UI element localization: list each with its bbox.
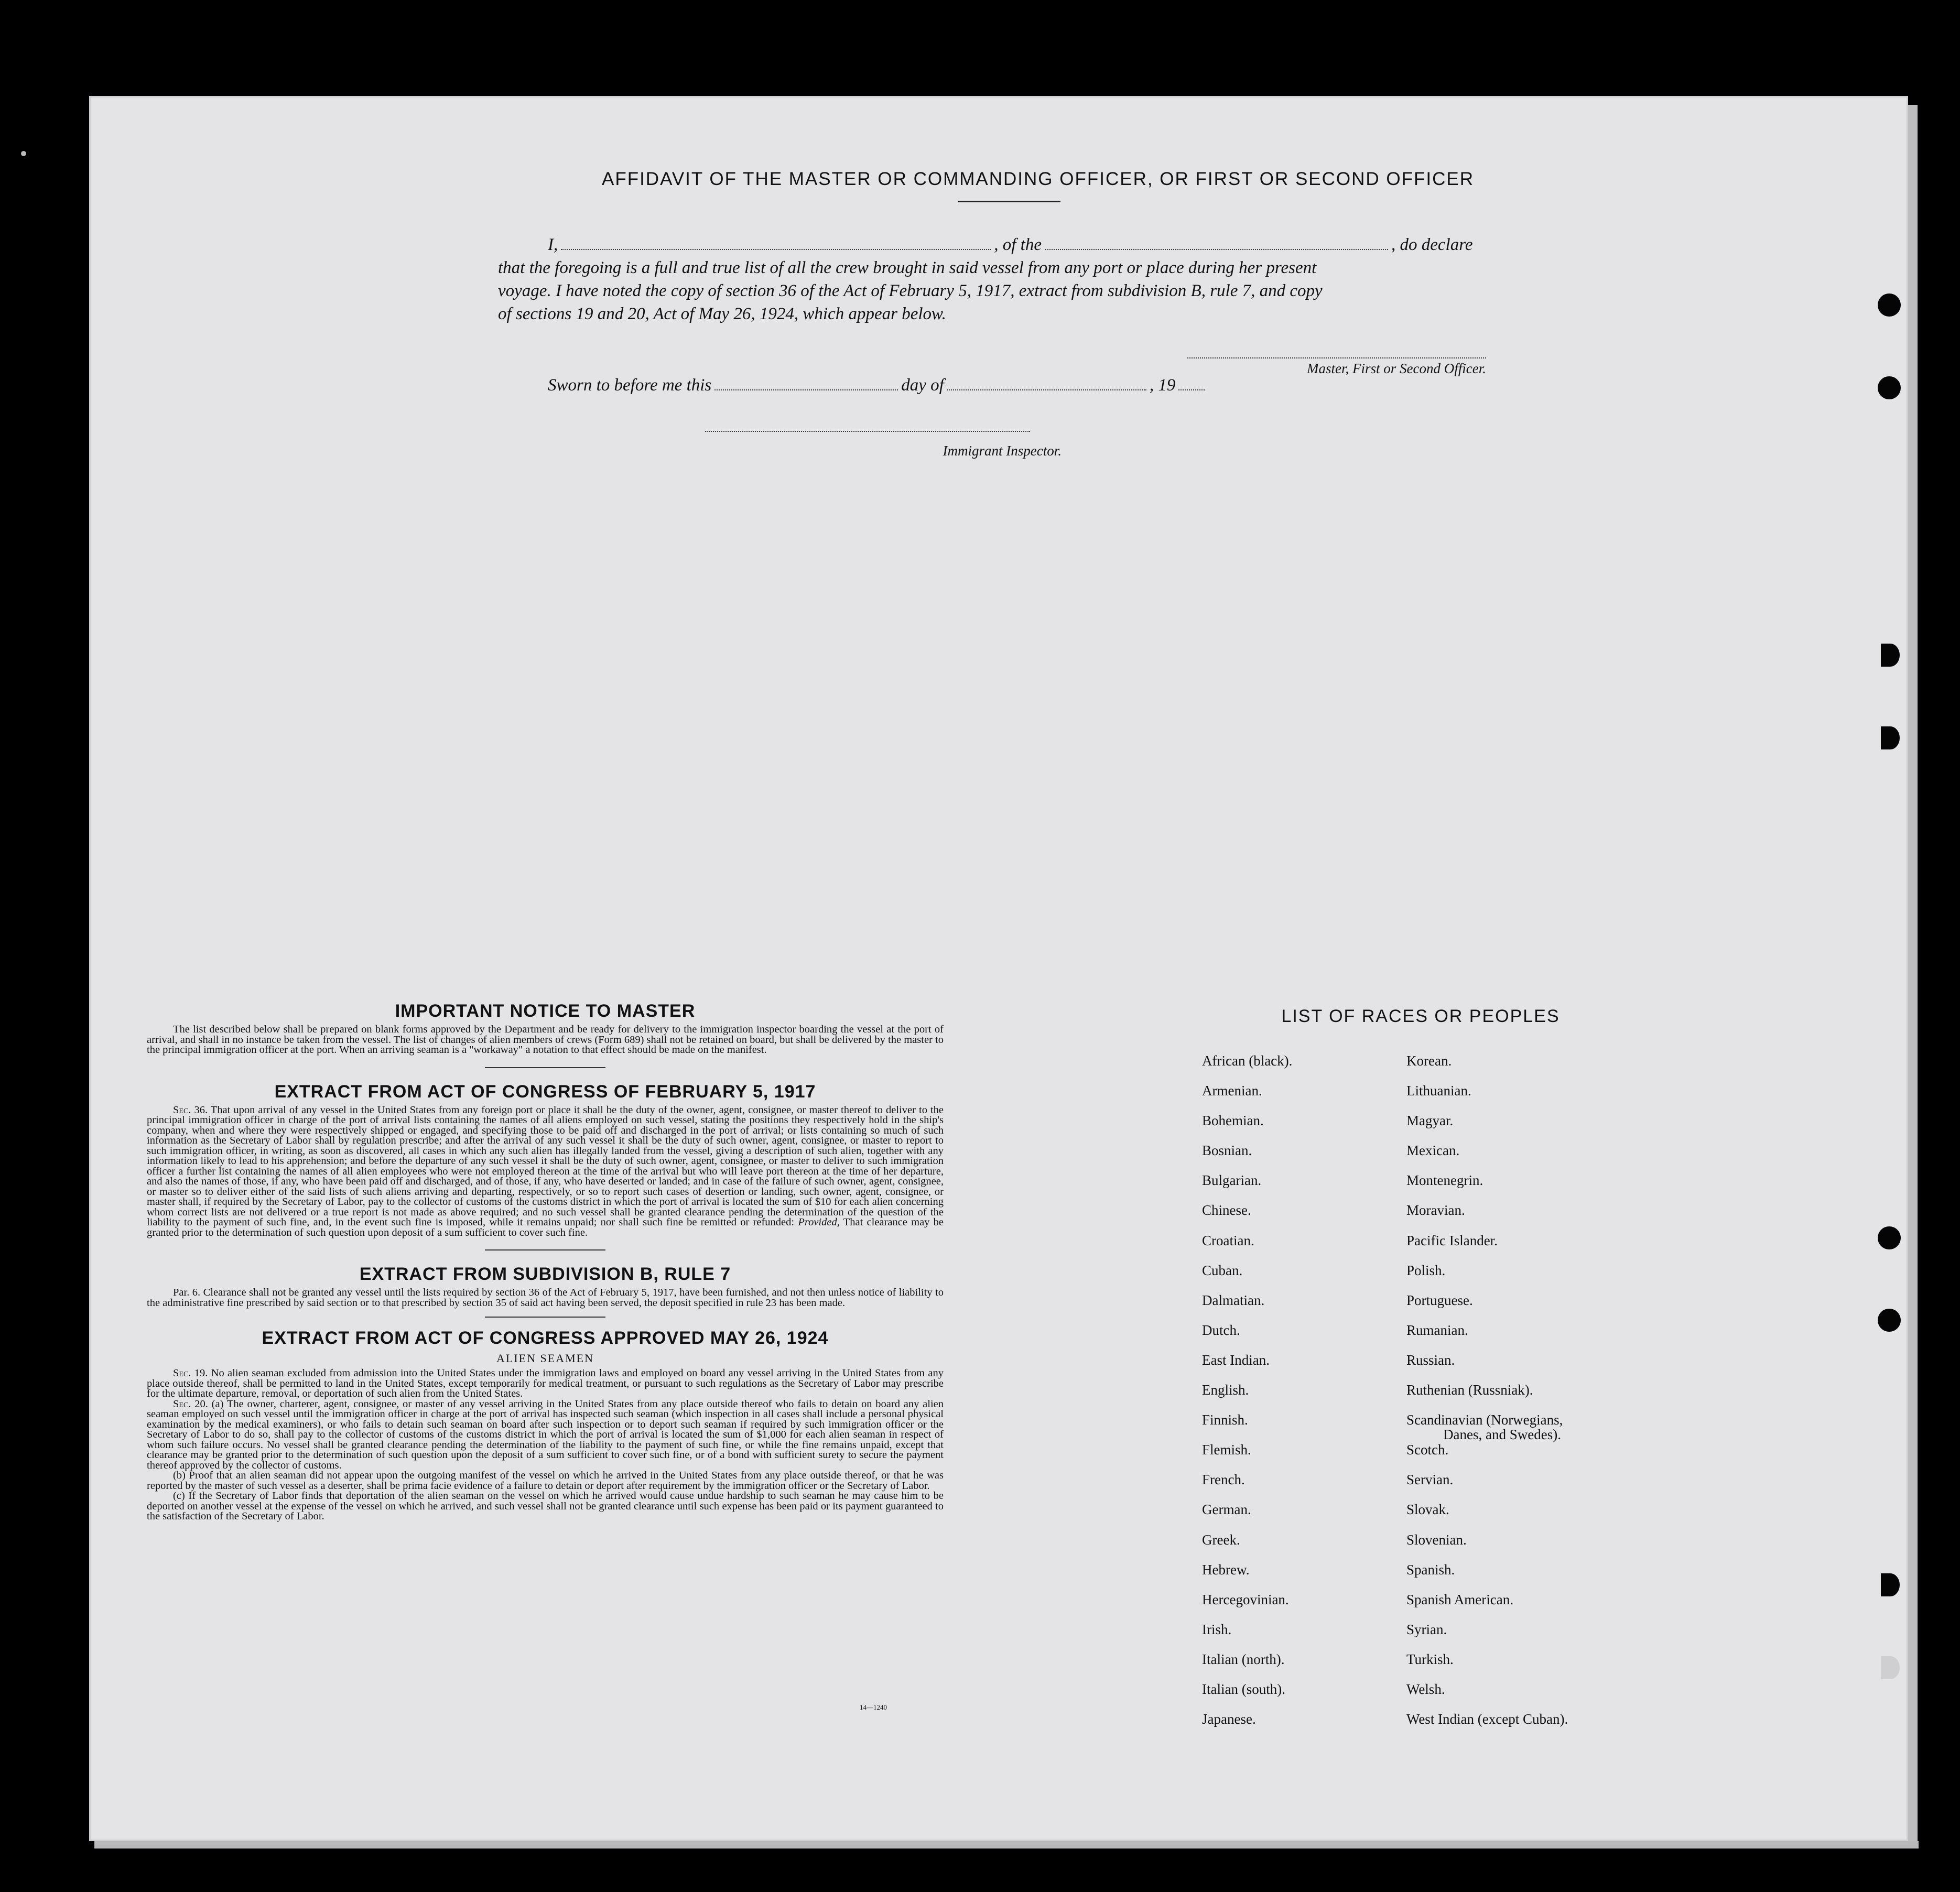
race-item: Armenian. bbox=[1202, 1083, 1262, 1099]
notice-text: The list described below shall be prepared on blank forms approved by the Department and be ready for delivery to the immigration inspector boarding the vessel at the port of arrival, and shall in no instance be taken from the vessel. The list of changes of alien members of crews (Form 689) shall not be retained on board, but shall be delivered by the master to the principal immigration officer at the port. When an arriving seaman is a "workaway" a notation to that effect should be made on the manifest. bbox=[147, 1024, 944, 1056]
race-item: Bohemian. bbox=[1202, 1113, 1264, 1129]
race-item: East Indian. bbox=[1202, 1352, 1270, 1368]
rule-7-text: Par. 6. Clearance shall not be granted any vessel until the lists required by section 36 of the Act of February 5, 1917, have been furnished, and not then unless notice of liability to the administrative fine prescribed by said section or to that prescribed by section 35 of said act having been served, the deposit specified in rule 23 has been made. bbox=[147, 1287, 944, 1309]
races-title: LIST OF RACES OR PEOPLES bbox=[1281, 1006, 1560, 1026]
punch-hole bbox=[1878, 293, 1901, 317]
punch-hole bbox=[1878, 1309, 1901, 1332]
race-item: Portuguese. bbox=[1406, 1292, 1473, 1308]
races-left-column bbox=[1202, 1053, 1292, 1742]
page-edge bbox=[1908, 105, 1918, 1845]
race-item: Syrian. bbox=[1406, 1621, 1447, 1637]
race-item: Hebrew. bbox=[1202, 1561, 1250, 1578]
form-number: 14—1240 bbox=[860, 1703, 887, 1711]
punch-hole bbox=[1881, 726, 1900, 749]
race-item: Moravian. bbox=[1406, 1202, 1465, 1219]
race-item: Welsh. bbox=[1406, 1681, 1445, 1697]
race-item: French. bbox=[1202, 1472, 1245, 1488]
sec-19-text: Sec. 19. No alien seaman excluded from admission into the United States under the immigration laws and employed on board any vessel arriving in the United States from any place outside thereof, shall be permitted to land in the United States, except temporarily for medical treatment, or pursuant to such regulations as the Secretary of Labor may prescribe for the ultimate departure, removal, or deportation of such alien from the United States. bbox=[147, 1367, 944, 1399]
affidavit-title: AFFIDAVIT OF THE MASTER OR COMMANDING OFFICER, OR FIRST OR SECOND OFFICER bbox=[601, 169, 1475, 189]
race-item: Italian (south). bbox=[1202, 1681, 1285, 1697]
dust-speck bbox=[21, 151, 26, 156]
affidavit-text bbox=[498, 233, 1525, 325]
extract-1917-title: EXTRACT FROM ACT OF CONGRESS OF FEBRUARY 5, 1917 bbox=[274, 1081, 816, 1102]
race-item: Italian (north). bbox=[1202, 1651, 1285, 1667]
races-right-column bbox=[1406, 1053, 1568, 1742]
name-blank[interactable] bbox=[561, 233, 991, 250]
sworn-day-blank[interactable] bbox=[714, 374, 898, 390]
punch-hole bbox=[1878, 1226, 1901, 1249]
i-label: I, bbox=[548, 235, 558, 254]
race-item: Croatian. bbox=[1202, 1232, 1254, 1248]
race-item: Servian. bbox=[1406, 1472, 1454, 1488]
affidavit-line-3: voyage. I have noted the copy of section 36 of the Act of February 5, 1917, extract from subdivision B, rule 7, and copy bbox=[498, 281, 1323, 300]
race-item: West Indian (except Cuban). bbox=[1406, 1711, 1568, 1727]
race-item: Chinese. bbox=[1202, 1202, 1251, 1219]
notice-title: IMPORTANT NOTICE TO MASTER bbox=[395, 1001, 696, 1021]
inspector-signature-line[interactable] bbox=[705, 431, 1030, 432]
year-label: , 19 bbox=[1149, 376, 1176, 395]
race-item: Spanish. bbox=[1406, 1561, 1455, 1578]
race-item: Rumanian. bbox=[1406, 1322, 1468, 1338]
race-item: Mexican. bbox=[1406, 1143, 1460, 1159]
race-item: Slovak. bbox=[1406, 1502, 1449, 1518]
race-item: Lithuanian. bbox=[1406, 1083, 1471, 1099]
sec-20a-text: Sec. 20. (a) The owner, charterer, agent, consignee, or master of any vessel arriving in the United States from any place outside thereof who fails to detain on board any alien seaman employed on such vessel until the immigration officer in charge at the port of arrival has inspected such seaman (which inspection in all cases shall include a personal physical examination by the medical examiners), or who fails to detain such seaman on board after such inspection or to deport such seaman if required by such immigration officer or the Secretary of Labor to do so, shall pay to the collector of customs of the customs district in which the port of arrival is located the sum of $1,000 for each alien seaman in respect of whom such failure occurs. No vessel shall be granted clearance pending the determination of the liability to the payment of such fine, or while the fine remains unpaid, except that clearance may be granted prior to the determination of such question upon the deposit of a sum sufficient to cover such fine, or of a bond with sufficient surety to secure the payment thereof approved by the collector of customs. bbox=[147, 1398, 944, 1471]
signature-label: Master, First or Second Officer. bbox=[1307, 361, 1486, 376]
signature-line[interactable] bbox=[1187, 357, 1486, 358]
vessel-blank[interactable] bbox=[1045, 233, 1388, 250]
affidavit-line-2: that the foregoing is a full and true list of all the crew brought in said vessel from any port or place during her present bbox=[498, 258, 1317, 277]
sec-20b-text: (b) Proof that an alien seaman did not appear upon the outgoing manifest of the vessel on which he arrived in the United States from any place outside thereof, or that he was reported by the master of such vessel as a deserter, shall be prima facie evidence of a failure to detain or deport after requirement by the immigration officer or the Secretary of Labor. bbox=[147, 1470, 944, 1492]
race-item: Magyar. bbox=[1406, 1113, 1454, 1129]
sec-36-text: Sec. 36. That upon arrival of any vessel in the United States from any foreign port or place it shall be the duty of the owner, agent, consignee, or master thereof to deliver to the principal immigration officer in charge of the port of arrival lists containing the names of all aliens employed on such vessel, stating the positions they respectively hold in the ship's company, when and where they were respectively shipped or engaged, and specifying those to be paid off and discharged in the port of arrival; or lists containing so much of such information as the Secretary of Labor shall by regulation prescribe; and after the arrival of any such vessel it shall be the duty of such owner, agent, consignee, or master to report to such immigration officer, in writing, as soon as discovered, all cases in which any such alien has illegally landed from the vessel, giving a description of such alien, together with any information likely to lead to his apprehension; and before the departure of any such vessel it shall be the duty of such owner, agent, consignee, or master to deliver to such immigration officer a further list containing the names of all alien employees who were not employed thereon at the time of the arrival but who will leave port thereon at the time of her departure, and also the names of those, if any, who have been paid off and discharged, and of those, if any, who have deserted or landed; and in case of the failure of such owner, agent, consignee, or master so to deliver either of the said lists of such aliens arriving and departing, respectively, or so to report such cases of desertion or landing, such owner, agent, consignee, or master shall, if required by the Secretary of Labor, pay to the collector of customs of the customs district in which the port of arrival is located the sum of $10 for each alien concerning whom correct lists are not delivered or a true report is not made as above required; and no such vessel shall be granted clearance pending the determination of the question of the liability to the payment of such fine, and, in the event such fine is imposed, while it remains unpaid; nor shall such fine be remitted or refunded: Provided, That clearance may be granted prior to the determination of such question upon deposit of a sum sufficient to cover such fine. bbox=[147, 1104, 944, 1238]
race-item: Dutch. bbox=[1202, 1322, 1240, 1338]
race-item: Spanish American. bbox=[1406, 1591, 1513, 1607]
page-edge-bottom bbox=[94, 1841, 1919, 1848]
inspector-label: Immigrant Inspector. bbox=[943, 443, 1062, 459]
race-item: Irish. bbox=[1202, 1621, 1232, 1637]
sworn-line bbox=[548, 374, 1208, 395]
race-item: Pacific Islander. bbox=[1406, 1232, 1498, 1248]
race-item: Japanese. bbox=[1202, 1711, 1256, 1727]
day-of-label: day of bbox=[901, 376, 944, 395]
rule-7-title: EXTRACT FROM SUBDIVISION B, RULE 7 bbox=[359, 1264, 731, 1284]
race-item: Scotch. bbox=[1406, 1442, 1449, 1458]
race-item: Russian. bbox=[1406, 1352, 1455, 1368]
punch-hole bbox=[1881, 1656, 1900, 1679]
race-item: Montenegrin. bbox=[1406, 1172, 1483, 1189]
race-item: Greek. bbox=[1202, 1531, 1240, 1548]
affidavit-line-4: of sections 19 and 20, Act of May 26, 1924, which appear below. bbox=[498, 305, 946, 323]
race-item: Finnish. bbox=[1202, 1412, 1248, 1428]
race-item: Polish. bbox=[1406, 1262, 1446, 1278]
race-item: Korean. bbox=[1406, 1053, 1452, 1069]
separator bbox=[485, 1067, 605, 1068]
title-rule bbox=[958, 201, 1060, 202]
punch-hole bbox=[1881, 644, 1900, 667]
month-blank[interactable] bbox=[947, 374, 1146, 390]
legal-notices bbox=[147, 1001, 944, 1522]
punch-hole bbox=[1881, 1573, 1900, 1596]
punch-hole bbox=[1878, 376, 1901, 399]
of-the-label: , of the bbox=[994, 235, 1042, 254]
extract-1924-title: EXTRACT FROM ACT OF CONGRESS APPROVED MAY 26, 1924 bbox=[262, 1328, 829, 1348]
race-item: Flemish. bbox=[1202, 1442, 1251, 1458]
race-item: English. bbox=[1202, 1382, 1249, 1398]
year-blank[interactable] bbox=[1178, 374, 1205, 390]
sec-20c-text: (c) If the Secretary of Labor finds that deportation of the alien seaman on the vessel on which he arrived would cause undue hardship to such seaman he may cause him to be deported on another vessel at the expense of the vessel on which he arrived, and such vessel shall not be granted clearance until such expense has been paid or its payment guaranteed to the satisfaction of the Secretary of Labor. bbox=[147, 1490, 944, 1522]
race-item: Ruthenian (Russniak). bbox=[1406, 1382, 1533, 1398]
separator bbox=[485, 1249, 605, 1251]
sworn-label: Sworn to before me this bbox=[548, 376, 712, 395]
separator bbox=[485, 1317, 605, 1318]
do-declare-label: , do declare bbox=[1391, 235, 1473, 254]
race-item: African (black). bbox=[1202, 1053, 1293, 1069]
race-item: Turkish. bbox=[1406, 1651, 1454, 1667]
race-item: Cuban. bbox=[1202, 1262, 1243, 1278]
alien-seamen-subhead: ALIEN SEAMEN bbox=[496, 1352, 594, 1365]
form-page bbox=[89, 96, 1908, 1841]
race-item: Bulgarian. bbox=[1202, 1172, 1262, 1189]
race-item: Bosnian. bbox=[1202, 1143, 1252, 1159]
race-item: Hercegovinian. bbox=[1202, 1591, 1289, 1607]
race-item: Scandinavian (Norwegians, Danes, and Swedes). bbox=[1406, 1412, 1563, 1443]
race-item: Dalmatian. bbox=[1202, 1292, 1265, 1308]
race-item: German. bbox=[1202, 1502, 1251, 1518]
race-item: Slovenian. bbox=[1406, 1531, 1467, 1548]
